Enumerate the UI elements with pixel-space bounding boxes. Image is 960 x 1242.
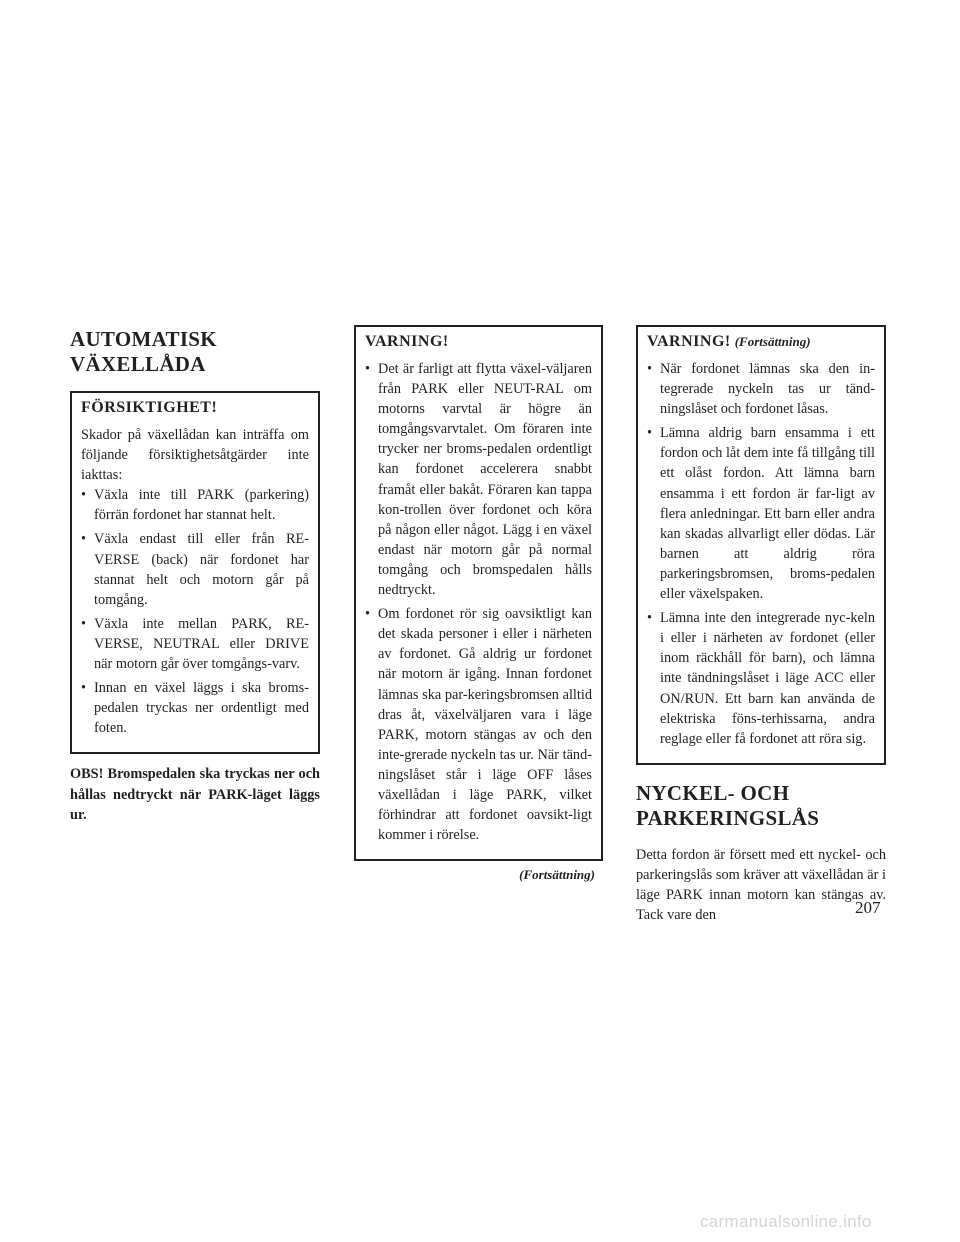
warning-item: • Det är farligt att flytta växel-väljaren från PARK eller NEUT-RAL om motorns varvtal är högre än tomgångsvarvtalet. Om föraren inte trycker ner broms-pedalen ordentligt kan fordonet accelerera snabbt framåt eller bakåt. Föraren kan tappa kon-trollen över fordonet och köra på någon eller något. Lägg i en växel endast när motorn går på normal tomgång och bromspedalen hålls nedtryckt.	[365, 359, 592, 600]
warning-title: VARNING!	[365, 333, 449, 350]
caution-title: FÖRSIKTIGHET!	[81, 399, 218, 416]
warning-item: • Lämna aldrig barn ensamma i ett fordon och låt dem inte få tillgång till ett olåst fordon. Att lämna barn ensamma i ett fordon är far-ligt av flera anledningar. Ett barn eller andra kan skadas allvarligt eller dödas. Lär barnen att aldrig röra parkeringsbromsen, broms-pedalen eller växelspaken.	[647, 423, 875, 604]
caution-item: • Innan en växel läggs i ska broms-pedalen tryckas ner ordentligt med foten.	[81, 678, 309, 738]
caution-box	[70, 391, 320, 754]
caution-list	[81, 485, 309, 738]
warning-continued-title: VARNING! (Fortsättning)	[647, 333, 811, 350]
page-number: 207	[855, 898, 881, 917]
warning-box	[354, 325, 603, 861]
section-heading-automatic-transmission: AUTOMATISK VÄXELLÅDA	[70, 327, 217, 376]
section-heading-key-park-lock: NYCKEL- OCH PARKERINGSLÅS	[636, 780, 820, 830]
warning-item: • Lämna inte den integrerade nyc-keln i eller i närheten av fordonet (eller inom räckhåll för barn), och lämna inte tändningslåset i läge ACC eller ON/RUN. Ett barn kan använda de elektriska föns-terhissarna, andra reglage eller få fordonet att röra sig.	[647, 608, 875, 749]
column-right	[636, 325, 886, 925]
column-middle	[354, 325, 603, 883]
continued-label: (Fortsättning)	[519, 867, 595, 883]
caution-item: • Växla inte mellan PARK, RE-VERSE, NEUTRAL eller DRIVE när motorn går över tomgångs-varv.	[81, 614, 309, 674]
caution-item: • Växla inte till PARK (parkering) förrän fordonet har stannat helt.	[81, 485, 309, 525]
brake-pedal-note: OBS! Bromspedalen ska tryckas ner och hållas nedtryckt när PARK-läget läggs ur.	[70, 766, 320, 823]
warning-list	[365, 359, 592, 845]
watermark: carmanualsonline.info	[700, 1212, 872, 1231]
warning-continued-box	[636, 325, 886, 765]
caution-intro: Skador på växellådan kan inträffa om följande försiktighetsåtgärder inte iakttas:	[81, 427, 309, 484]
warning-item: • Om fordonet rör sig oavsiktligt kan det skada personer i eller i närheten av fordonet. Gå aldrig ur fordonet när motorn är igång. Innan fordonet lämnas ska par-keringsbromsen alltid dras åt, växelväljaren vara i läge PARK, motorn stängas av och den inte-grerade nyckeln tas ur. När tänd-ningslåset står i läge OFF låses växellådan i läge PARK, vilket förhindrar att fordonet oavsikt-ligt kommer i rörelse.	[365, 604, 592, 845]
warning-continued-list	[647, 359, 875, 749]
key-park-lock-text: Detta fordon är försett med ett nyckel- och parkeringslås som kräver att växellådan är i läge PARK innan motorn kan stängas av. Tack vare den	[636, 846, 886, 924]
caution-item: • Växla endast till eller från RE-VERSE (back) när fordonet har stannat helt och motorn går på tomgång.	[81, 529, 309, 609]
warning-continued-suffix: (Fortsättning)	[734, 334, 811, 349]
column-left	[70, 325, 320, 825]
warning-item: • När fordonet lämnas ska den in-tegrerade nyckeln tas ur tänd-ningslåset och fordonet låsas.	[647, 359, 875, 419]
